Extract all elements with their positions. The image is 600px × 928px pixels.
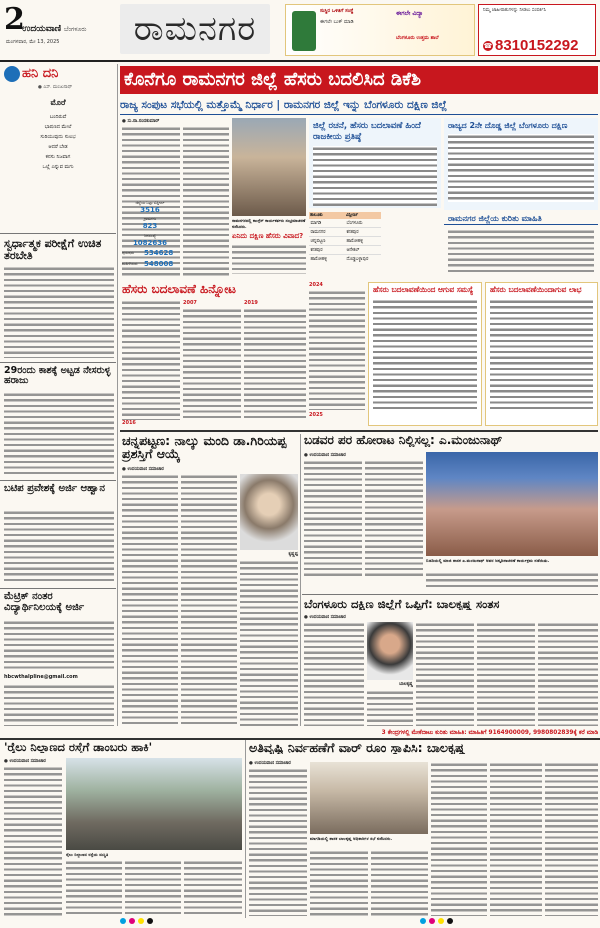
balakrishna-headline: ಬೆಂಗಳೂರು ದಕ್ಷಿಣ ಜಿಲ್ಲೆಗೆ ಒಪ್ಪಿಗೆ: ಬಾಲಕೃಷ್ಣ ಸಂತಸ — [304, 598, 500, 611]
stat-area-value: 3516 — [140, 206, 160, 214]
edition-name: ಬೆಂಗಳೂರು — [64, 26, 87, 33]
page-number: 2 — [4, 2, 25, 37]
lead-headline-bar — [120, 66, 598, 94]
history-year: 2019 — [244, 300, 258, 306]
channa-photo — [240, 474, 298, 550]
history-year: 2025 — [309, 412, 323, 418]
color-registration-marks — [120, 918, 180, 926]
benefits-box — [485, 282, 598, 426]
channa-body-2 — [181, 474, 237, 726]
balakrishna-body-5 — [538, 622, 598, 726]
stat-male-label: ಪುರುಷರು — [122, 250, 135, 255]
left-story-4-body — [4, 620, 114, 672]
channa-headline: ಚನ್ನಪಟ್ಟಣ: ನಾಲ್ಕು ಮಂದಿ ಡಾ.ಗಿರಿಯಪ್ಪ ಪ್ರಶಸ್ತಿಗೆ ಆಯ್ಕೆ — [122, 433, 287, 462]
table-header: ತಾಲೂಕು — [310, 213, 323, 218]
section-title: ರಾಮನಗರ — [133, 9, 257, 49]
phone-icon: ☎ — [483, 42, 493, 50]
masthead-rule — [0, 60, 600, 62]
question-body — [232, 244, 306, 274]
paper-name: ಉದಯವಾಣಿ — [22, 24, 62, 34]
rail-body-2 — [66, 860, 122, 916]
left-story-1-headline: ಸ್ವರ್ಧಾತ್ಮಕ ಪರೀಕ್ಷೆಗೆ ಉಚಿತ ತರಬೇತಿ — [4, 237, 102, 262]
channa-photo-caption: ಕೃಷ್ಣಪ್ಪ — [288, 552, 298, 557]
history-year: 2016 — [122, 420, 136, 426]
left-divider — [0, 588, 116, 589]
history-col2 — [183, 308, 241, 420]
date-line: ಮಂಗಳವಾರ, ಮೇ 13, 2025 — [6, 39, 60, 45]
honey-title: ಮೊರೆ — [50, 98, 66, 107]
channa-byline: ● ಉದಯವಾಣಿ ಸಮಾಚಾರ — [122, 467, 164, 472]
box1-title: ಜಿಲ್ಲೆ ರಚನೆ, ಹೆಸರು ಬದಲಾವಣೆ ಹಿಂದೆ ರಾಜಕೀಯ ಪ್ರತಿಷ್ಠೆ — [313, 121, 421, 142]
ad2-text: ನಿಮ್ಮ ಜಾಹೀರಾತುಗಳನ್ನು ನೀಡಲು ಸಂಪರ್ಕಿಸಿ — [483, 8, 546, 13]
table-cell: ಮಾಗಡಿ — [310, 220, 322, 226]
history-year: 2007 — [183, 300, 197, 306]
lead-byline: ● ಸು.ನಾ.ನಂದಕುಮಾರ್ — [122, 119, 160, 124]
question-title: ಏನಿದು ದಕ್ಷಿಣ ಹೆಸರು ವಿವಾದ? — [232, 232, 304, 240]
box1-body — [313, 146, 437, 206]
poem-line: ಬಂದಿರುವೆ — [49, 114, 67, 120]
honey-box — [0, 64, 116, 232]
stats-box — [122, 200, 178, 278]
lead-subhead-rule — [120, 114, 598, 115]
problems-title: ಹೆಸರು ಬದಲಾವಣೆಯಿಂದ ಆಗುವ ಸಮಸ್ಯೆ — [373, 285, 474, 294]
ad1-line4: ಬೆಂಗಳೂರು ಉತ್ತಮ ಶಾಲೆ — [396, 35, 439, 41]
ad1-line2: ಈಗಲೇ ಬುಕ್ ಮಾಡಿ — [320, 19, 354, 25]
info-strip: 3 ಕೇಂದ್ರಗಳಲ್ಲಿ ಮೇಕೆದಾಟು ಕುರಿತು ಮಾಹಿತಿ: ಮಾಹಿತಿಗೆ 9164900009, 9980802839ಕ್ಕೆ ಕರೆ ಮಾಡಿ — [381, 730, 598, 736]
rail-byline: ● ಉದಯವಾಣಿ ಸಮಾಚಾರ — [4, 759, 46, 764]
table-header-row — [309, 212, 381, 219]
rail-body-3 — [125, 860, 181, 916]
box2-title: ರಾಜ್ಯದ 2ನೇ ದೊಡ್ಡ ಜಿಲ್ಲೆ ಬೆಂಗಳೂರು ದಕ್ಷಿಣ — [448, 121, 568, 130]
ad1-line1: ಸುಸ್ಥಿರ ಒಳಿತಿಗೆ ಸಂಸ್ಥೆ — [320, 8, 354, 14]
rail-body-4 — [184, 860, 242, 916]
history-year: 2024 — [309, 282, 323, 288]
table-row — [309, 255, 381, 263]
left-story-3-body — [4, 510, 114, 584]
stat-villages-label: ಗ್ರಾಮಗಳು — [143, 216, 157, 221]
table-cell: ರಾಮನಗರ — [310, 229, 326, 235]
problems-body — [373, 299, 477, 411]
poem-line: ಒಲ್ಲೆ ಎನ್ನುವ ಮಗು — [42, 164, 74, 170]
table-row — [309, 219, 381, 228]
table-cell: ಹಾರೋಹಳ್ಳಿ — [346, 238, 364, 244]
box1 — [309, 118, 441, 208]
box3-title: ರಾಮನಗರ ಜಿಲ್ಲೆಯ ಕುರಿತು ಮಾಹಿತಿ — [444, 212, 598, 225]
left-story-4-headline: ಮೆಟ್ರಿಕ್ ನಂತರ ವಿದ್ಯಾರ್ಥಿನಿಲಯಕ್ಕೆ ಅರ್ಜಿ — [4, 591, 85, 613]
warroom-byline: ● ಉದಯವಾಣಿ ಸಮಾಚಾರ — [249, 761, 291, 766]
warroom-body-4 — [431, 762, 487, 916]
left-divider — [0, 233, 116, 234]
history-col3 — [244, 308, 306, 420]
warroom-body-2 — [310, 850, 368, 916]
ad1-phone-graphic — [292, 11, 316, 51]
rail-photo — [66, 758, 242, 850]
honey-poem — [0, 112, 116, 172]
table-cell: ಬೆಂಗಳೂರು — [346, 220, 363, 226]
lead-bottom-rule — [120, 430, 598, 432]
lead-subhead: ರಾಜ್ಯ ಸಂಪುಟ ಸಭೆಯಲ್ಲಿ ಮತ್ತೊಮ್ಮೆ ನಿರ್ಧಾರ | ರಾಮನಗರ ಜಿಲ್ಲೆ ಇನ್ನು ಬೆಂಗಳೂರು ದಕ್ಷಿಣ ಜಿಲ್ಲೆ — [120, 99, 447, 111]
warroom-body-6 — [545, 762, 598, 916]
box3-body — [448, 229, 594, 273]
left-story-4-body-2 — [4, 684, 114, 726]
section-banner — [120, 4, 270, 54]
stat-area-label: ಜಿಲ್ಲೆಯ ಒಟ್ಟು ವಿಸ್ತೀರ್ಣ — [135, 200, 165, 205]
balakrishna-body-4 — [477, 622, 535, 726]
manjunath-rule — [302, 594, 598, 595]
balakrishna-body-1 — [304, 622, 364, 726]
honey-author: ● ಎಸ್. ಮಂಜುನಾಥ್ — [38, 85, 73, 90]
manjunath-headline: ಬಡವರ ಪರ ಹೋರಾಟ ನಿಲ್ಲಿಸಲ್ಲ: ಎ.ಮಂಜುನಾಥ್ — [304, 434, 503, 447]
balakrishna-photo-caption: ಬಾಲಕೃಷ್ಣ — [399, 682, 413, 687]
ad2-phone: 8310152292 — [495, 37, 579, 54]
stat-female-label: ಮಹಿಳೆಯರು — [122, 261, 138, 266]
honey-brand: ಹನಿ ದನಿ — [22, 66, 59, 81]
table-header: ವಿಸ್ತೀರ್ಣ — [346, 213, 358, 218]
table-cell: ಚನ್ನಪಟ್ಟಣ — [310, 238, 326, 244]
channa-body-3 — [240, 560, 298, 726]
poem-line: ಭಾಷಣದ ಮೇಲೆ — [44, 124, 72, 130]
left-divider — [0, 480, 116, 481]
question-box — [232, 232, 306, 278]
manjunath-byline: ● ಉದಯವಾಣಿ ಸಮಾಚಾರ — [304, 453, 346, 458]
warroom-headline: ಅತಿವೃಷ್ಟಿ ನಿರ್ವಹಣೆಗೆ ವಾರ್ ರೂಂ ಸ್ಥಾಪಿಸಿ: ಬಾಲಕೃಷ್ಣ — [249, 741, 466, 755]
manjunath-photo — [426, 452, 598, 556]
rail-photo-caption: ರೈಲು ನಿಲ್ದಾಣದ ರಸ್ತೆಯ ದುಸ್ಥಿತಿ — [66, 852, 109, 857]
channa-body-1 — [122, 474, 178, 726]
left-story-1-body — [4, 266, 114, 358]
box2-body — [448, 134, 594, 202]
left-story-3-headline: ಬಟಿಪ ಪ್ರವೇಶಕ್ಕೆ ಅರ್ಜಿ ಆಹ್ವಾನ — [4, 483, 105, 494]
warroom-body-5 — [490, 762, 542, 916]
warroom-body-1 — [249, 768, 307, 916]
manjunath-body-1 — [304, 460, 362, 576]
poem-line: ಕನಸು ನಿಜವಾಗ — [45, 154, 71, 160]
box2 — [444, 118, 598, 210]
ad-banner-1[interactable] — [285, 4, 475, 56]
balakrishna-byline: ● ಉದಯವಾಣಿ ಸಮಾಚಾರ — [304, 615, 346, 620]
table-row — [309, 237, 381, 246]
ad-banner-2[interactable] — [478, 4, 596, 56]
table-cell: ಕನಕಪುರ — [346, 229, 359, 235]
lead-headline: ಕೊನೆಗೂ ರಾಮನಗರ ಜಿಲ್ಲೆ ಹೆಸರು ಬದಲಿಸಿದ ಡಿಕೆಶಿ — [124, 69, 421, 90]
taluk-table — [309, 212, 381, 278]
stat-female-value: 548008 — [144, 260, 174, 268]
balakrishna-body-3 — [416, 622, 474, 726]
ad1-line3: ಈಗಲೇ ವಿದ್ಯಾ — [396, 10, 424, 17]
manjunath-body-3 — [426, 572, 598, 590]
lead-photo-caption: ರಾಮನಗರದಲ್ಲಿ ಕಾಂಗ್ರೆಸ್ ಕಾರ್ಯಕರ್ತರು ಸಂಭ್ರಮಾಚರಣೆ ನಡೆಸಿದರು. — [232, 218, 306, 229]
stat-population-value: 1082636 — [132, 239, 168, 247]
rail-body-1 — [4, 766, 62, 916]
manjunath-photo-caption: ಬಿಡದಿಯಲ್ಲಿ ಮಾಜಿ ಶಾಸಕ ಎ.ಮಂಜುನಾಥ್ ಅವರ ಜನ್ಮದಿನಾಚರಣೆ ಕಾರ್ಯಕ್ರಮ ನಡೆಯಿತು. — [426, 558, 550, 563]
warroom-photo — [310, 762, 428, 834]
channa-rule — [300, 434, 301, 726]
lead-body-col2 — [183, 126, 229, 278]
lead-photo — [232, 118, 306, 216]
color-registration-marks — [420, 918, 480, 926]
stat-villages-value: 823 — [142, 222, 158, 230]
history-col4 — [309, 290, 365, 410]
masthead — [0, 0, 600, 62]
problems-box — [368, 282, 482, 426]
warroom-body-3 — [371, 850, 428, 916]
poem-line: ಆದರೆ ಬೇಡ — [48, 144, 68, 150]
manjunath-body-2 — [365, 460, 423, 576]
table-cell: ಆನೇಕಲ್ — [346, 247, 360, 253]
honey-logo-icon — [4, 66, 20, 82]
benefits-body — [490, 299, 593, 411]
left-column-rule — [117, 64, 118, 726]
poem-line: ಸುರಿಯುವುದು ಸುಲಭ — [40, 134, 76, 140]
history-title: ಹೆಸರು ಬದಲಾವಣೆ ಹಿನ್ನೋಟ — [122, 282, 236, 296]
table-cell: ದೊಡ್ಡಬಳ್ಳಾಪುರ — [346, 256, 369, 262]
email-link[interactable]: hbcwthalpline@gmail.com — [4, 674, 78, 680]
bottom-rule — [0, 738, 600, 740]
warroom-photo-caption: ಮಾಗಡಿಯಲ್ಲಿ ಶಾಸಕ ಬಾಲಕೃಷ್ಣ ಅಧಿಕಾರಿಗಳ ಸಭೆ ನಡೆಸಿದರು. — [310, 836, 393, 841]
left-divider — [0, 362, 116, 363]
table-row — [309, 228, 381, 237]
bottom-col-rule — [245, 740, 246, 918]
balakrishna-photo — [367, 622, 413, 680]
left-story-2-body — [4, 392, 114, 476]
table-cell: ಹಾರೋಹಳ್ಳಿ — [310, 256, 328, 262]
left-story-2-headline: 29ರಂದು ಕಾಶಕ್ಕೆ ಅಟ್ಟಡ ನೇಸರುಳ್ಳ ಹರಾಜು — [4, 365, 111, 386]
table-row — [309, 246, 381, 255]
rail-headline: 'ರೈಲು ನಿಲ್ದಾಣದ ರಸ್ತೆಗೆ ಡಾಂಬರು ಹಾಕಿ' — [4, 741, 153, 754]
stat-population-label: ಜನಸಂಖ್ಯೆ — [144, 233, 156, 238]
table-cell: ಕನಕಪುರ — [310, 247, 323, 253]
balakrishna-body-2 — [367, 690, 413, 726]
box3 — [444, 212, 598, 278]
history-col1 — [122, 300, 180, 420]
stat-male-value: 534628 — [144, 249, 174, 257]
benefits-title: ಹೆಸರು ಬದಲಾವಣೆಯಿಂದಾಗುವ ಲಾಭ — [490, 285, 582, 294]
